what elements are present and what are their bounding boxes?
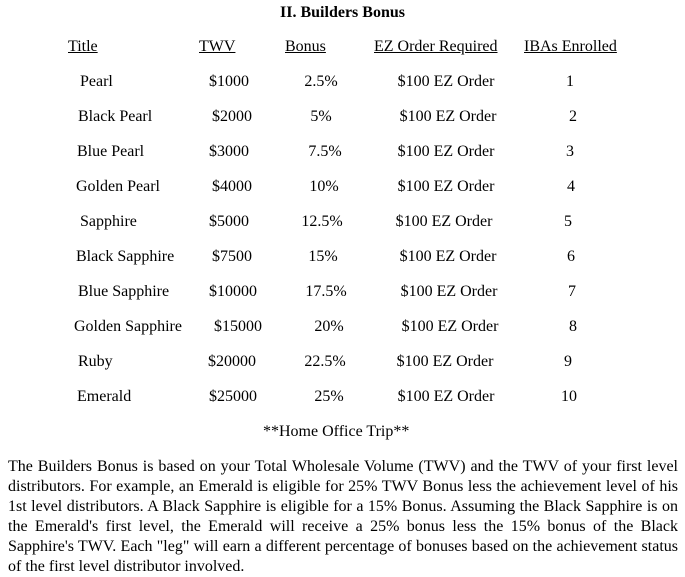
cell-bonus: 10% xyxy=(309,178,339,195)
cell-ez-order: $100 EZ Order xyxy=(396,353,494,370)
table-row xyxy=(0,73,685,97)
cell-title: Black Sapphire xyxy=(76,248,175,265)
cell-title: Ruby xyxy=(78,353,113,370)
cell-bonus: 12.5% xyxy=(301,213,343,230)
cell-ibas-enrolled: 3 xyxy=(566,143,574,160)
header-bonus: Bonus xyxy=(285,38,326,55)
cell-title: Pearl xyxy=(80,73,113,90)
cell-ibas-enrolled: 6 xyxy=(567,248,575,265)
cell-ez-order: $100 EZ Order xyxy=(397,388,495,405)
cell-ez-order: $100 EZ Order xyxy=(399,248,497,265)
table-row xyxy=(0,108,685,132)
cell-bonus: 17.5% xyxy=(305,283,347,300)
cell-ez-order: $100 EZ Order xyxy=(397,143,495,160)
section-heading: II. Builders Bonus xyxy=(280,4,405,21)
cell-twv: $25000 xyxy=(209,388,257,405)
cell-bonus: 25% xyxy=(314,388,344,405)
cell-title: Black Pearl xyxy=(78,108,153,125)
header-ez-order: EZ Order Required xyxy=(374,38,498,55)
cell-ez-order: $100 EZ Order xyxy=(401,318,499,335)
cell-ez-order: $100 EZ Order xyxy=(397,73,495,90)
cell-bonus: 20% xyxy=(314,318,344,335)
cell-twv: $5000 xyxy=(209,213,249,230)
cell-twv: $7500 xyxy=(212,248,252,265)
table-row xyxy=(0,143,685,167)
cell-ez-order: $100 EZ Order xyxy=(400,283,498,300)
cell-ibas-enrolled: 9 xyxy=(564,353,572,370)
table-row xyxy=(0,318,685,342)
header-twv: TWV xyxy=(199,38,236,55)
table-row xyxy=(0,388,685,412)
cell-ibas-enrolled: 7 xyxy=(568,283,576,300)
cell-bonus: 5% xyxy=(310,108,332,125)
cell-twv: $20000 xyxy=(208,353,256,370)
cell-twv: $4000 xyxy=(212,178,252,195)
cell-ibas-enrolled: 4 xyxy=(567,178,575,195)
cell-twv: $1000 xyxy=(209,73,249,90)
cell-title: Blue Sapphire xyxy=(78,283,170,300)
cell-ibas-enrolled: 2 xyxy=(569,108,577,125)
cell-bonus: 15% xyxy=(308,248,338,265)
cell-twv: $15000 xyxy=(214,318,262,335)
home-office-trip-note: **Home Office Trip** xyxy=(263,423,410,440)
cell-bonus: 2.5% xyxy=(304,73,338,90)
header-title: Title xyxy=(68,38,98,55)
cell-bonus: 22.5% xyxy=(304,353,346,370)
description-paragraph: The Builders Bonus is based on your Total Wholesale Volume (TWV) and the TWV of your first level distributors. For example, an Emerald is eligible for 25% TWV Bonus less the achievement level of his 1st level distributors. A Black Sapphire is eligible for a 15% Bonus. Assuming the Black Sapphire is on the Emerald's first level, the Emerald will receive a 25% bonus less the 15% bonus of the Black Sapphire's TWV. Each "leg" will earn a different percentage of bonuses based on the achievement status of the first level distributor involved. xyxy=(8,458,678,575)
table-row xyxy=(0,248,685,272)
cell-title: Golden Pearl xyxy=(76,178,160,195)
cell-title: Sapphire xyxy=(80,213,137,230)
cell-ibas-enrolled: 8 xyxy=(569,318,577,335)
cell-ibas-enrolled: 5 xyxy=(564,213,572,230)
cell-ez-order: $100 EZ Order xyxy=(399,108,497,125)
cell-ibas-enrolled: 10 xyxy=(561,388,577,405)
header-ibas-enrolled: IBAs Enrolled xyxy=(524,38,617,55)
cell-ez-order: $100 EZ Order xyxy=(395,213,493,230)
table-row xyxy=(0,353,685,377)
cell-title: Emerald xyxy=(77,388,132,405)
table-row xyxy=(0,213,685,237)
cell-ez-order: $100 EZ Order xyxy=(397,178,495,195)
table-row xyxy=(0,283,685,307)
cell-twv: $3000 xyxy=(209,143,249,160)
table-row xyxy=(0,178,685,202)
cell-bonus: 7.5% xyxy=(308,143,342,160)
cell-ibas-enrolled: 1 xyxy=(566,73,574,90)
cell-twv: $10000 xyxy=(209,283,257,300)
cell-title: Golden Sapphire xyxy=(74,318,182,335)
cell-title: Blue Pearl xyxy=(77,143,145,160)
cell-twv: $2000 xyxy=(212,108,252,125)
